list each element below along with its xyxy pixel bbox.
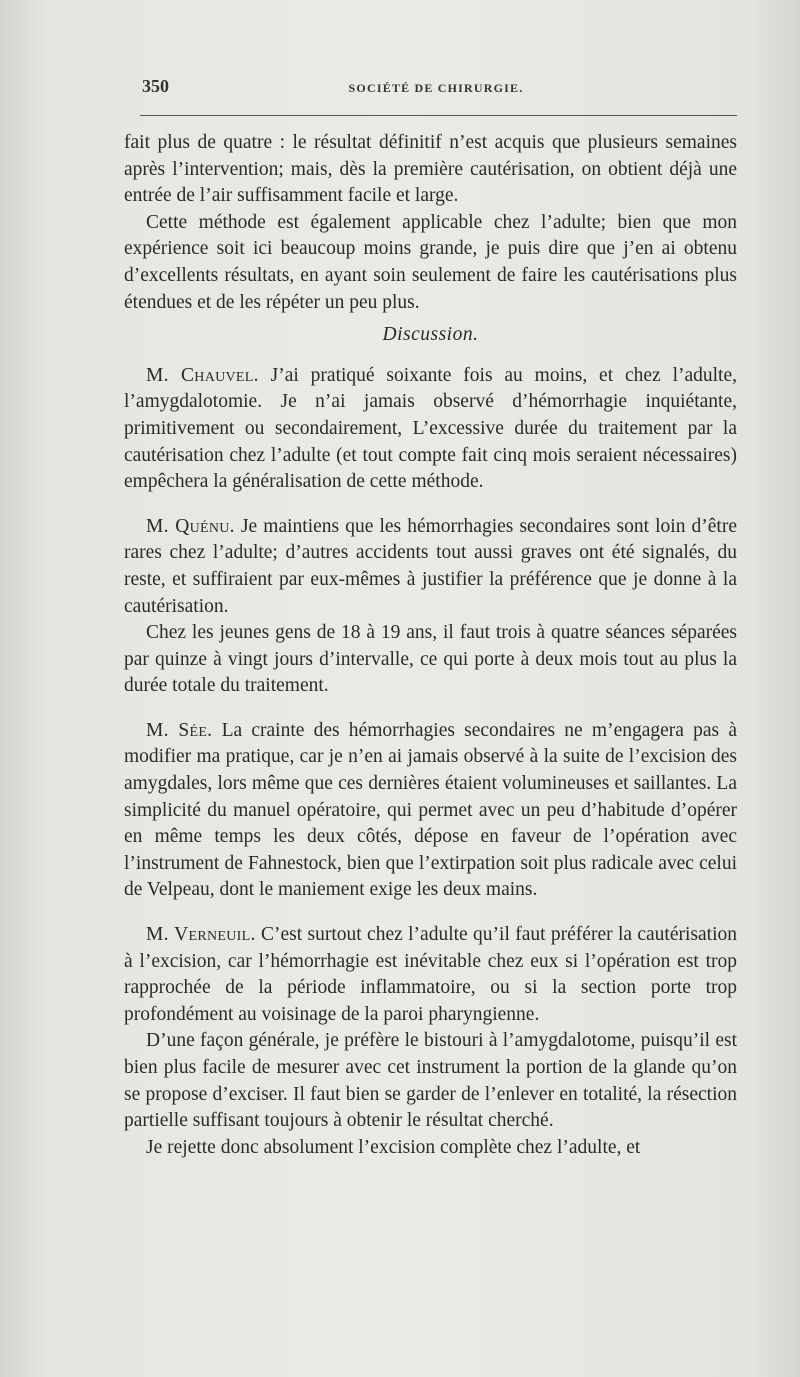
header-rule: [140, 115, 737, 116]
paragraph-text: J’ai pratiqué soixante fois au moins, et chez l’adulte, l’amygdalotomie. Je n’ai jamais observé d’hémorrhagie inquiétante, primitivement ou secondairement, L’excessive durée du traitement par la cautérisation chez l’adulte (et tout compte fait cinq mois seraient nécessaires) empêchera la généralisation de cette méthode.: [124, 364, 737, 493]
body-text: [124, 130, 737, 1161]
page-number: 350: [142, 76, 169, 96]
section-heading: Discussion.: [382, 324, 479, 346]
paragraph: fait plus de quatre : le résultat définitif n’est acquis que plusieurs semaines après l’intervention; mais, dès la première cautérisation, on obtient déjà une entrée de l’air suffisamment facile et large.: [124, 132, 737, 207]
paragraph-chauvel: [124, 363, 737, 496]
speaker-name: M. Quénu.: [146, 515, 235, 537]
paragraph-verneuil: [124, 922, 737, 1028]
paragraph-see: [124, 718, 737, 904]
speaker-name: M. Verneuil.: [146, 924, 256, 946]
paragraph: Je rejette donc absolument l’excision complète chez l’adulte, et: [146, 1136, 641, 1158]
speaker-name: M. Chauvel.: [146, 364, 259, 386]
paragraph-quenu: [124, 514, 737, 620]
paragraph: Cette méthode est également applicable chez l’adulte; bien que mon expérience soit ici beaucoup moins grande, je puis dire que j’en ai obtenu d’excellents résultats, en ayant soin seulement de faire les cautérisations plus étendues et de les répéter un peu plus.: [124, 211, 737, 313]
page-header: [135, 76, 737, 104]
paragraph-text: La crainte des hémorrhagies secondaires ne m’engagera pas à modifier ma pratique, car je n’en ai jamais observé à la suite de l’excision des amygdales, lors même que ces dernières étaient volumineuses et saillantes. La simplicité du manuel opératoire, qui permet avec un peu d’habitude d’opérer en même temps les deux côtés, dépose en faveur de l’opération avec l’instrument de Fahnestock, bien que l’extirpation soit plus radicale avec celui de Velpeau, dont le maniement exige les deux mains.: [124, 719, 738, 901]
paragraph-text: Je maintiens que les hémorrhagies secondaires sont loin d’être rares chez l’adulte; d’autres accidents tout aussi graves ont été signalés, du reste, et suffiraient par eux-mêmes à justifier la préférence que je donne à la cautérisation.: [124, 515, 738, 617]
paragraph: Chez les jeunes gens de 18 à 19 ans, il faut trois à quatre séances séparées par quinze à vingt jours d’intervalle, ce qui porte à deux mois tout au plus la durée totale du traitement.: [124, 622, 737, 697]
paragraph: D’une façon générale, je préfère le bistouri à l’amygdalotome, puisqu’il est bien plus facile de mesurer avec cet instrument la portion de la glande qu’on se propose d’exciser. Il faut bien se garder de l’enlever en totalité, la résection partielle suffisant toujours à obtenir le résultat cherché.: [124, 1030, 737, 1132]
paragraph-text: C’est surtout chez l’adulte qu’il faut préférer la cautérisation à l’excision, car l’hémorrhagie est inévitable chez eux si l’opération est trop rapprochée de la période inflammatoire, ou si la section porte trop profondément au voisinage de la paroi pharyngienne.: [124, 924, 737, 1025]
speaker-name: M. Sée.: [146, 719, 213, 741]
running-title: SOCIÉTÉ DE CHIRURGIE.: [348, 81, 524, 95]
